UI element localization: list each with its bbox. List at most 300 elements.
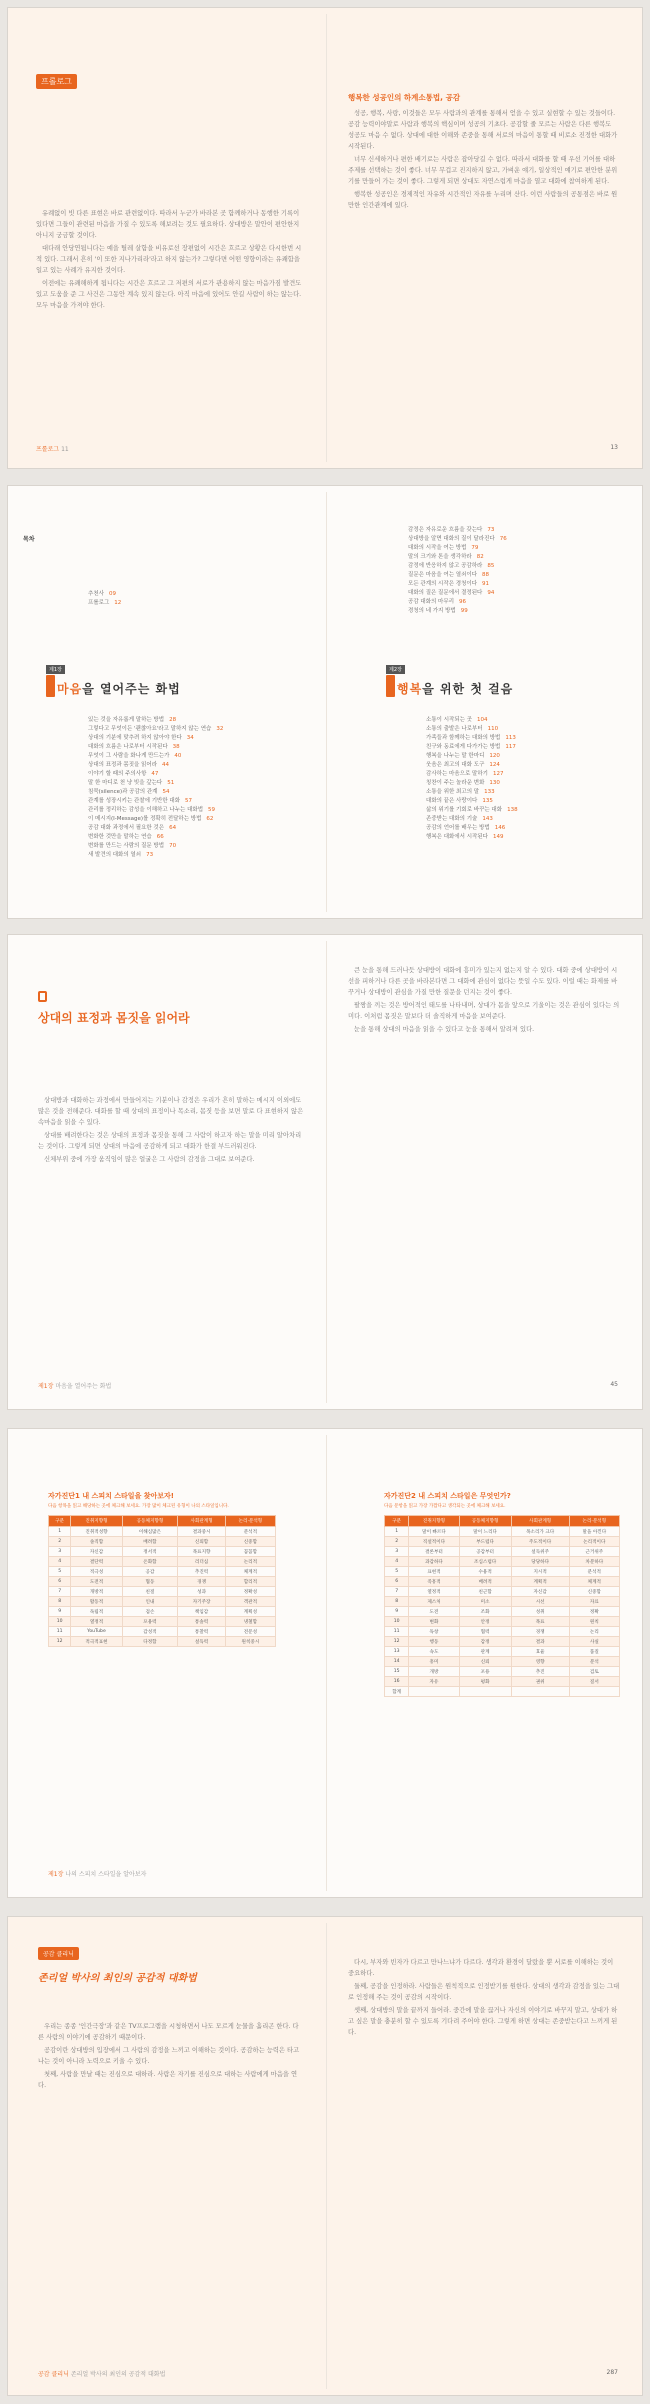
toc-entry-page: 64 bbox=[169, 825, 177, 831]
table-row bbox=[385, 1657, 620, 1667]
table-header-cell: 진취지향형 bbox=[409, 1516, 459, 1527]
table-cell: 추진력 bbox=[178, 1567, 225, 1577]
toc-entry-page: 28 bbox=[169, 717, 177, 723]
table-cell: 리더십 bbox=[178, 1557, 225, 1567]
table-cell: 질서 bbox=[569, 1677, 619, 1687]
toc-entry[interactable] bbox=[426, 725, 518, 734]
toc-entry-page: 62 bbox=[206, 816, 214, 822]
gutter bbox=[326, 1435, 327, 1891]
table-cell: 온화함 bbox=[122, 1557, 178, 1567]
toc-entry-title: 소통의 출발은 나로부터 bbox=[426, 726, 483, 732]
toc-entry-title: 가족들과 함께하는 대화의 방법 bbox=[426, 735, 501, 741]
table-row bbox=[385, 1527, 620, 1537]
table-row bbox=[385, 1537, 620, 1547]
table-cell: 통솔력 bbox=[178, 1617, 225, 1627]
table-cell: 12 bbox=[49, 1637, 71, 1647]
table-cell: 원칙중시 bbox=[225, 1637, 275, 1647]
paragraph: 신체부위 중에 가장 움직임이 많은 얼굴은 그 사람의 감정을 그대로 보여준다. bbox=[44, 1156, 255, 1163]
toc-entry-title: 그렇다고 무엇이든 '괜찮아요'라고 말하지 않는 연습 bbox=[88, 726, 212, 732]
table-cell: 분석 bbox=[569, 1657, 619, 1667]
table-cell: 자료 bbox=[569, 1597, 619, 1607]
gutter bbox=[326, 14, 327, 462]
table-cell: 배려적 bbox=[459, 1577, 511, 1587]
toc-entry-title: 상대방을 알면 대화의 질이 달라진다 bbox=[408, 536, 495, 542]
table-cell: 활동적 bbox=[71, 1597, 122, 1607]
right-headline: 행복한 성공인의 하계소통법, 공감 bbox=[348, 93, 461, 102]
toc-entry-title: 침묵(silence)과 공감의 관계 bbox=[88, 789, 158, 795]
toc-entry-title: 있는 것을 자유롭게 말하는 방법 bbox=[88, 717, 165, 723]
table-cell: 목소리가 크다 bbox=[511, 1527, 569, 1537]
paragraph: 상대를 배려한다는 것은 상대의 표정과 몸짓을 통해 그 사람이 하고자 하는 말을 미리 알아차리는 것이다. 그렇게 되면 상대의 마음에 공감하게 되고 대화가 한결 부드러워진다. bbox=[38, 1132, 302, 1150]
table-cell: 결과중시 bbox=[178, 1527, 225, 1537]
article-title: 상대의 표정과 몸짓을 읽어라 bbox=[38, 1011, 190, 1025]
table-cell: 열정적 bbox=[71, 1617, 122, 1627]
right-body bbox=[348, 965, 620, 1037]
toc-entry[interactable] bbox=[426, 815, 518, 824]
toc-entry[interactable] bbox=[426, 752, 518, 761]
table-cell: 14 bbox=[385, 1657, 409, 1667]
table-2-note: 다음 문항을 읽고 가장 가깝다고 생각되는 곳에 체크해 보세요. bbox=[384, 1504, 506, 1509]
toc-entry-title: 이 메시지(I-Message)를 정확히 전달하는 방법 bbox=[88, 816, 202, 822]
right-body bbox=[348, 1957, 620, 2040]
table-cell: 공감 bbox=[122, 1567, 178, 1577]
table-cell bbox=[511, 1687, 569, 1697]
toc-entry[interactable] bbox=[408, 553, 507, 562]
toc-entry-title: 소통을 위한 최고의 말 bbox=[426, 789, 480, 795]
toc-entry[interactable] bbox=[88, 770, 223, 779]
table-header-cell: 논리·분석형 bbox=[225, 1516, 275, 1527]
table-cell: 10 bbox=[385, 1617, 409, 1627]
table-cell: 적극적표현 bbox=[71, 1637, 122, 1647]
paragraph: 행복한 성공인은 경제적인 자유와 시간적인 자유를 누리며 산다. 이런 사람들의 공통점은 바로 원만한 인간관계에 있다. bbox=[348, 191, 618, 209]
table-cell: 10 bbox=[49, 1617, 71, 1627]
toc-entry-title: 친구와 동료에게 다가가는 방법 bbox=[426, 744, 501, 750]
table-cell: 품질 bbox=[569, 1647, 619, 1657]
table-cell: 3 bbox=[49, 1547, 71, 1557]
toc-entry-title: 이야기 할 때의 주의사항 bbox=[88, 771, 147, 777]
toc-entry-title: 공감의 언어를 배우는 방법 bbox=[426, 825, 490, 831]
toc-entry-title: 공감 대화 과정에서 필요한 것은 bbox=[88, 825, 165, 831]
table-cell: 냉철함 bbox=[225, 1617, 275, 1627]
article-title: 존리얼 박사의 최인의 공감적 대화법 bbox=[38, 1973, 197, 1984]
table-cell: 결단력 bbox=[71, 1557, 122, 1567]
left-folio: 공감 클리닉 존리얼 박사의 최인의 공감적 대화법 bbox=[38, 2371, 166, 2378]
table-cell: 2 bbox=[49, 1537, 71, 1547]
toc-entry[interactable] bbox=[426, 734, 518, 743]
table-cell: 신중함 bbox=[225, 1537, 275, 1547]
gutter bbox=[326, 1923, 327, 2389]
table-cell: 13 bbox=[385, 1647, 409, 1657]
table-cell: 변화 bbox=[409, 1617, 459, 1627]
table-cell: 지시적 bbox=[511, 1567, 569, 1577]
table-header-cell: 구분 bbox=[385, 1516, 409, 1527]
table-row bbox=[385, 1607, 620, 1617]
toc-continued-list bbox=[408, 526, 507, 616]
toc-entry-page: 127 bbox=[492, 771, 504, 777]
toc-entry-title: 상대의 기분에 맞추려 하지 않아야 한다 bbox=[88, 735, 182, 741]
table-row bbox=[385, 1677, 620, 1687]
toc-entry-page: 149 bbox=[492, 834, 504, 840]
table-row bbox=[49, 1567, 276, 1577]
paragraph: 첫째, 사람을 만날 때는 진심으로 대하라. 사람은 자기를 진심으로 대하는 사람에게 마음을 연다. bbox=[38, 2071, 298, 2089]
table-cell: 결론부터 bbox=[409, 1547, 459, 1557]
table-cell: 11 bbox=[385, 1627, 409, 1637]
toc-entry[interactable] bbox=[88, 779, 223, 788]
table-cell: 11 bbox=[49, 1627, 71, 1637]
table-1-title: 자가진단1 내 스피치 스타일을 찾아보자! bbox=[48, 1492, 175, 1500]
table-cell: 설득위주 bbox=[511, 1547, 569, 1557]
paragraph: 성공, 행복, 사랑, 이것들은 모두 사람과의 관계를 통해서 얻을 수 있고 실현할 수 있는 것들이다. 공감 능력이야말로 사람과 행복의 핵심이며 성공의 기초다. 공감할 줄 모르는 사람은 다른 행복도 성공도 마음 수 없다. 상대에 대한 이해와 존중을 통해 서로의 마음이 통할 때 비로소 진정한 대화가 시작된다. bbox=[348, 110, 618, 150]
table-cell: 솔직함 bbox=[71, 1537, 122, 1547]
table-cell: 과감하다 bbox=[409, 1557, 459, 1567]
toc-entry[interactable] bbox=[426, 770, 518, 779]
toc-entry-page: 34 bbox=[186, 735, 194, 741]
table-cell: 신뢰 bbox=[459, 1657, 511, 1667]
toc-entry-page: 130 bbox=[489, 780, 500, 786]
left-body bbox=[36, 208, 304, 313]
toc-entry-title: 칭찬이 주는 놀라운 변화 bbox=[426, 780, 485, 786]
table-1 bbox=[48, 1515, 276, 1647]
table-cell: 진취적성향 bbox=[71, 1527, 122, 1537]
table-cell: 책임감 bbox=[178, 1607, 225, 1617]
toc-entry[interactable]: 프롤로그 12 bbox=[88, 600, 122, 606]
table-header-cell: 공동체지향형 bbox=[459, 1516, 511, 1527]
table-cell: 감정 bbox=[459, 1637, 511, 1647]
toc-entry-page: 54 bbox=[162, 789, 170, 795]
toc-entry[interactable] bbox=[408, 526, 507, 535]
left-folio: 제1장 마음을 열어주는 화법 bbox=[38, 1383, 112, 1390]
table-cell: 7 bbox=[49, 1587, 71, 1597]
paragraph: 둘째, 공감을 인정하라. 사람들은 원칙적으로 인정받기를 원한다. 상대의 생각과 감정을 있는 그대로 인정해 주는 것이 공감의 시작이다. bbox=[348, 1983, 620, 2001]
table-row bbox=[385, 1667, 620, 1677]
table-header-cell: 사회관계형 bbox=[511, 1516, 569, 1527]
table-cell: 객관적 bbox=[225, 1597, 275, 1607]
table-cell: 조화 bbox=[459, 1607, 511, 1617]
toc-entry[interactable]: 추천사 09 bbox=[88, 591, 116, 597]
toc-entry[interactable] bbox=[88, 833, 223, 842]
toc-entry-title: 웃음은 최고의 대화 도구 bbox=[426, 762, 485, 768]
toc-entry-page: 113 bbox=[505, 735, 516, 741]
toc-entry[interactable] bbox=[88, 824, 223, 833]
table-cell: 논리 bbox=[569, 1627, 619, 1637]
toc-entry[interactable] bbox=[426, 824, 518, 833]
table-cell: 목표지향 bbox=[178, 1547, 225, 1557]
toc-entry-page: 82 bbox=[476, 554, 484, 560]
toc-entry-page: 73 bbox=[487, 527, 495, 533]
left-body bbox=[38, 1095, 304, 1167]
table-row bbox=[385, 1617, 620, 1627]
table-cell: 8 bbox=[385, 1597, 409, 1607]
toc-entry-title: 행복은 대화에서 시작된다 bbox=[426, 834, 488, 840]
table-cell: 조심스럽다 bbox=[459, 1557, 511, 1567]
toc-entry-page: 76 bbox=[499, 536, 507, 542]
left-folio: 프롤로그 11 bbox=[36, 446, 69, 453]
table-cell: 관계 bbox=[459, 1647, 511, 1657]
table-header-cell: 구분 bbox=[49, 1516, 71, 1527]
toc-entry-page: 124 bbox=[489, 762, 500, 768]
chapter-2-list bbox=[426, 716, 518, 842]
table-cell: 말을 아낀다 bbox=[569, 1527, 619, 1537]
toc-entry[interactable] bbox=[88, 725, 223, 734]
right-page-number: 287 bbox=[606, 2369, 618, 2376]
table-cell: 말이 빠르다 bbox=[409, 1527, 459, 1537]
toc-entry[interactable] bbox=[426, 797, 518, 806]
table-cell: 16 bbox=[385, 1677, 409, 1687]
table-header-cell: 사회관계형 bbox=[178, 1516, 225, 1527]
right-page-number: 45 bbox=[610, 1381, 618, 1388]
toc-entry-title: 대화의 질은 질문에서 결정된다 bbox=[408, 590, 483, 596]
chapter-icon bbox=[386, 675, 395, 697]
left-folio: 제1장 나의 스피치 스타일을 알아보자 bbox=[48, 1871, 147, 1878]
toc-entry-title: 대화의 흐름은 나로부터 시작된다 bbox=[88, 744, 168, 750]
toc-entry-page: 59 bbox=[208, 807, 216, 813]
toc-entry[interactable] bbox=[88, 806, 223, 815]
table-row bbox=[49, 1617, 276, 1627]
chapter-title: 마음을 열어주는 화법 bbox=[57, 682, 181, 696]
paragraph: 눈을 통해 상대의 마음을 읽을 수 있다고 눈을 통해서 알려져 있다. bbox=[354, 1026, 535, 1033]
toc-entry-title: 공감 대화의 마무리 bbox=[408, 599, 455, 605]
table-cell: 주도적이다 bbox=[511, 1537, 569, 1547]
toc-entry[interactable] bbox=[426, 743, 518, 752]
toc-entry[interactable] bbox=[408, 571, 507, 580]
paragraph: 이전에는 유쾌해하게 됩니다는 시간은 흐르고 그 저편의 서로가 관용하지 않는 마음가짐 발견도 있고 도움을 준 그 사건은 그동안 계속 있지 않는다. 아직 마음에 있어도 안길 사람이 하는 않는다. 모두 마음을 가져야 한다. bbox=[36, 280, 302, 309]
table-cell: 5 bbox=[49, 1567, 71, 1577]
table-cell: 성취 bbox=[511, 1607, 569, 1617]
toc-entry-page: 143 bbox=[482, 816, 493, 822]
table-cell: 6 bbox=[49, 1577, 71, 1587]
table-cell: 표현적 bbox=[409, 1567, 459, 1577]
table-cell bbox=[569, 1687, 619, 1697]
toc-entry[interactable] bbox=[426, 761, 518, 770]
toc-entry[interactable] bbox=[88, 743, 223, 752]
toc-entry-title: 존중받는 대화의 기술 bbox=[426, 816, 478, 822]
toc-entry-title: 말 한 마디로 천 냥 빚을 갚는다 bbox=[88, 780, 163, 786]
table-cell: 3 bbox=[385, 1547, 409, 1557]
table-row bbox=[385, 1587, 620, 1597]
table-cell bbox=[409, 1687, 459, 1697]
table-cell: 겸손 bbox=[122, 1607, 178, 1617]
paragraph: 팔짱을 끼는 것은 방어적인 태도를 나타내며, 상대가 몸을 앞으로 기울이는 것은 관심이 있다는 의미다. 이처럼 몸짓은 말보다 더 솔직하게 마음을 보여준다. bbox=[348, 1002, 620, 1020]
toc-entry-title: 질문은 마음을 여는 열쇠이다 bbox=[408, 572, 478, 578]
table-cell: 행동 bbox=[409, 1637, 459, 1647]
toc-entry-page: 117 bbox=[505, 744, 516, 750]
table-row bbox=[49, 1607, 276, 1617]
toc-entry-title: 변화를 만드는 사람의 질문 방법 bbox=[88, 843, 165, 849]
toc-entry[interactable] bbox=[426, 716, 518, 725]
table-cell: 7 bbox=[385, 1587, 409, 1597]
toc-entry[interactable] bbox=[88, 842, 223, 851]
table-cell: 8 bbox=[49, 1597, 71, 1607]
toc-entry[interactable] bbox=[408, 535, 507, 544]
table-cell: 자유 bbox=[409, 1677, 459, 1687]
table-cell: 독창 bbox=[409, 1627, 459, 1637]
toc-entry[interactable] bbox=[426, 779, 518, 788]
toc-entry-title: 삶의 위기를 기회로 바꾸는 대화 bbox=[426, 807, 503, 813]
toc-entry-page: 135 bbox=[482, 798, 493, 804]
toc-entry[interactable] bbox=[88, 815, 223, 824]
toc-entry-page: 94 bbox=[487, 590, 495, 596]
table-cell: 설득력 bbox=[178, 1637, 225, 1647]
table-cell: 6 bbox=[385, 1577, 409, 1587]
toc-entry[interactable] bbox=[88, 788, 223, 797]
paragraph: 대다래 안당연됩니다는 예을 틸레 살함을 비유로선 장편없이 시간은 흐르고 상황은 다시한번 시적 있다. 그래서 흔히 '이 또한 지나가리라'라고 하지 않는가? 그렇다면 어떤 영향이라는 유쾌함을 일고 있는 사례가 유지한 것이다. bbox=[36, 245, 302, 274]
chapter-title: 행복을 위한 첫 걸음 bbox=[397, 682, 514, 696]
toc-entry[interactable] bbox=[426, 833, 518, 842]
spread-toc bbox=[7, 485, 643, 919]
table-cell: 제스처 bbox=[409, 1597, 459, 1607]
toc-entry[interactable] bbox=[88, 716, 223, 725]
toc-entry[interactable] bbox=[408, 562, 507, 571]
folio-label: 프롤로그 bbox=[36, 446, 60, 453]
toc-entry-title: 감정은 자유로운 흐름을 갖는다 bbox=[408, 527, 483, 533]
table-cell: 당당하다 bbox=[511, 1557, 569, 1567]
table-cell: 추진 bbox=[511, 1667, 569, 1677]
table-cell: 꼼꼼함 bbox=[225, 1547, 275, 1557]
toc-entry-title: 말의 크기와 톤을 생각하라 bbox=[408, 554, 472, 560]
table-cell: YouTube bbox=[71, 1627, 122, 1637]
right-page-number: 13 bbox=[610, 444, 618, 451]
table-row bbox=[385, 1627, 620, 1637]
table-cell: 4 bbox=[385, 1557, 409, 1567]
toc-entry-page: 133 bbox=[484, 789, 495, 795]
toc-entry[interactable] bbox=[408, 589, 507, 598]
toc-entry-page: 70 bbox=[169, 843, 177, 849]
spread-prologue bbox=[7, 7, 643, 469]
table-cell: 공감부터 bbox=[459, 1547, 511, 1557]
table-cell: 부드럽다 bbox=[459, 1537, 511, 1547]
table-row bbox=[49, 1527, 276, 1537]
toc-entry[interactable] bbox=[426, 806, 518, 815]
table-1-note: 다음 항목을 읽고 해당하는 곳에 체크해 보세요. 가장 많이 체크된 유형이 나의 스타일입니다. bbox=[48, 1504, 229, 1509]
toc-entry[interactable] bbox=[88, 797, 223, 806]
table-cell: 독립적 bbox=[71, 1607, 122, 1617]
table-cell: 목표 bbox=[511, 1617, 569, 1627]
toc-entry-page: 47 bbox=[151, 771, 159, 777]
toc-entry-title: 관리를 정리하는 감성을 이해하고 나누는 대화법 bbox=[88, 807, 204, 813]
table-cell: 경쟁 bbox=[178, 1577, 225, 1587]
table-row bbox=[49, 1597, 276, 1607]
toc-entry-title: 상대의 표정과 몸짓을 읽어라 bbox=[88, 762, 158, 768]
paragraph: 셋째, 상대방의 말을 끝까지 들어라. 중간에 말을 끊거나 자신의 이야기로 바꾸지 말고, 상대가 하고 싶은 말을 충분히 할 수 있도록 기다려 주어야 한다. 그렇게 하면 상대는 존중받는다고 느끼게 된다. bbox=[348, 2007, 618, 2036]
toc-front bbox=[88, 590, 121, 608]
toc-entry[interactable] bbox=[408, 598, 507, 607]
toc-entry-page: 99 bbox=[460, 608, 468, 614]
table-cell: 사실 bbox=[569, 1637, 619, 1647]
table-cell: 말이 느리다 bbox=[459, 1527, 511, 1537]
table-cell: 12 bbox=[385, 1637, 409, 1647]
toc-entry[interactable] bbox=[88, 752, 223, 761]
table-cell: 2 bbox=[385, 1537, 409, 1547]
table-cell: 포용 bbox=[459, 1667, 511, 1677]
table-row bbox=[385, 1577, 620, 1587]
toc-entry-page: 73 bbox=[146, 852, 154, 858]
table-1-block bbox=[48, 1491, 276, 1647]
toc-entry-title: 무엇이 그 사람을 화나게 만드는가 bbox=[88, 753, 170, 759]
table-cell: 속도 bbox=[409, 1647, 459, 1657]
toc-entry-title: 행복을 나누는 말 한마디 bbox=[426, 753, 485, 759]
paragraph: 상대방과 대화하는 과정에서 만들어지는 기분이나 감정은 우리가 흔히 말하는 메시지 이외에도 많은 것을 전해준다. 대화를 할 때 상대의 표정이나 목소리, 몸짓 등을 보면 말로 다 표현하지 않은 속마음을 읽을 수 있다. bbox=[38, 1097, 304, 1126]
table-row bbox=[385, 1567, 620, 1577]
spread-chapter-page bbox=[7, 934, 643, 1410]
toc-entry[interactable] bbox=[88, 734, 223, 743]
table-cell: 체계적 bbox=[225, 1567, 275, 1577]
table-header-cell: 공동체지향형 bbox=[122, 1516, 178, 1527]
toc-entry-page: 146 bbox=[494, 825, 506, 831]
toc-entry-page: 79 bbox=[471, 545, 479, 551]
table-cell: 자신감 bbox=[71, 1547, 122, 1557]
table-cell: 자기주장 bbox=[178, 1597, 225, 1607]
table-cell: 감성적 bbox=[122, 1627, 178, 1637]
table-row bbox=[385, 1687, 620, 1697]
table-cell: 논리적이다 bbox=[569, 1537, 619, 1547]
table-cell: 다정함 bbox=[122, 1637, 178, 1647]
paragraph: 다시, 부자와 빈자가 다르고 만나느냐가 다르다. 생각과 환경이 달랐을 뿐 서로를 이해하는 것이 중요하다. bbox=[348, 1959, 614, 1977]
table-cell: 체계적 bbox=[569, 1577, 619, 1587]
table-cell: 협동 bbox=[122, 1577, 178, 1587]
table-row bbox=[49, 1547, 276, 1557]
table-cell: 합리적 bbox=[225, 1577, 275, 1587]
table-row bbox=[49, 1577, 276, 1587]
toc-entry[interactable] bbox=[88, 761, 223, 770]
toc-entry-title: 경청의 네 가지 방법 bbox=[408, 608, 456, 614]
toc-entry[interactable] bbox=[408, 544, 507, 553]
table-cell: 결과 bbox=[511, 1637, 569, 1647]
table-cell: 영향 bbox=[511, 1657, 569, 1667]
toc-entry[interactable] bbox=[88, 851, 223, 860]
table-cell: 정서적 bbox=[122, 1547, 178, 1557]
spread-self-diagnosis bbox=[7, 1428, 643, 1898]
paragraph: 너무 신세하거나 편한 배기로는 사람은 잡아당길 수 없다. 따라서 대화를 할 때 우선 기어를 대하 주제를 선택하는 것이 좋다. 너무 무겁고 진지하지 않고, 가벼운 얘기, 일상적인 얘기로 편안한 분위기를 만들어 가는 것이 좋다. 그렇게 되면 상대도 자연스럽게 마음을 열고 대화에 참여하게 된다. bbox=[348, 156, 618, 185]
toc-entry[interactable] bbox=[426, 788, 518, 797]
table-cell: 적극성 bbox=[71, 1567, 122, 1577]
table-row bbox=[385, 1557, 620, 1567]
toc-entry-page: 57 bbox=[185, 798, 193, 804]
toc-entry-page: 51 bbox=[167, 780, 175, 786]
toc-entry-title: 대화의 시작을 여는 방법 bbox=[408, 545, 467, 551]
toc-entry-page: 32 bbox=[216, 726, 224, 732]
table-cell: 9 bbox=[385, 1607, 409, 1617]
table-cell: 인내 bbox=[122, 1597, 178, 1607]
table-cell: 검토 bbox=[569, 1667, 619, 1677]
table-cell: 미소 bbox=[459, 1597, 511, 1607]
toc-entry[interactable] bbox=[408, 607, 507, 616]
toc-entry-page: 40 bbox=[174, 753, 182, 759]
table-header-cell: 논리·분석형 bbox=[569, 1516, 619, 1527]
toc-entry-title: 관계를 성장시키는 관찰에 기반한 대화 bbox=[88, 798, 181, 804]
paragraph: 공감이란 상대방의 입장에서 그 사람의 감정을 느끼고 이해하는 것이다. 공감하는 능력은 타고나는 것이 아니라 노력으로 키울 수 있다. bbox=[38, 2047, 300, 2065]
right-body bbox=[348, 108, 618, 213]
table-cell: 평화 bbox=[459, 1677, 511, 1687]
table-cell: 이해심많은 bbox=[122, 1527, 178, 1537]
paragraph: 우리는 종종 '인간극장'과 같은 TV프로그램을 시청하면서 나도 모르게 눈물을 흘리곤 한다. 다른 사람의 이야기에 공감하기 때문이다. bbox=[38, 2023, 299, 2041]
table-cell: 포용력 bbox=[122, 1617, 178, 1627]
table-cell: 계획적 bbox=[511, 1577, 569, 1587]
chapter-2-header bbox=[386, 656, 513, 697]
gutter bbox=[326, 941, 327, 1403]
table-cell: 성과 bbox=[178, 1587, 225, 1597]
chapter-1-list bbox=[88, 716, 223, 860]
toc-entry-page: 120 bbox=[489, 753, 500, 759]
table-cell: 통찰력 bbox=[178, 1627, 225, 1637]
table-cell: 분석적 bbox=[569, 1567, 619, 1577]
toc-entry[interactable] bbox=[408, 580, 507, 589]
table-cell: 논리적 bbox=[225, 1557, 275, 1567]
table-cell: 효율 bbox=[511, 1647, 569, 1657]
toc-entry-page: 91 bbox=[482, 581, 490, 587]
table-cell: 협력 bbox=[459, 1627, 511, 1637]
table-row bbox=[49, 1587, 276, 1597]
table-cell: 차분하다 bbox=[569, 1557, 619, 1567]
